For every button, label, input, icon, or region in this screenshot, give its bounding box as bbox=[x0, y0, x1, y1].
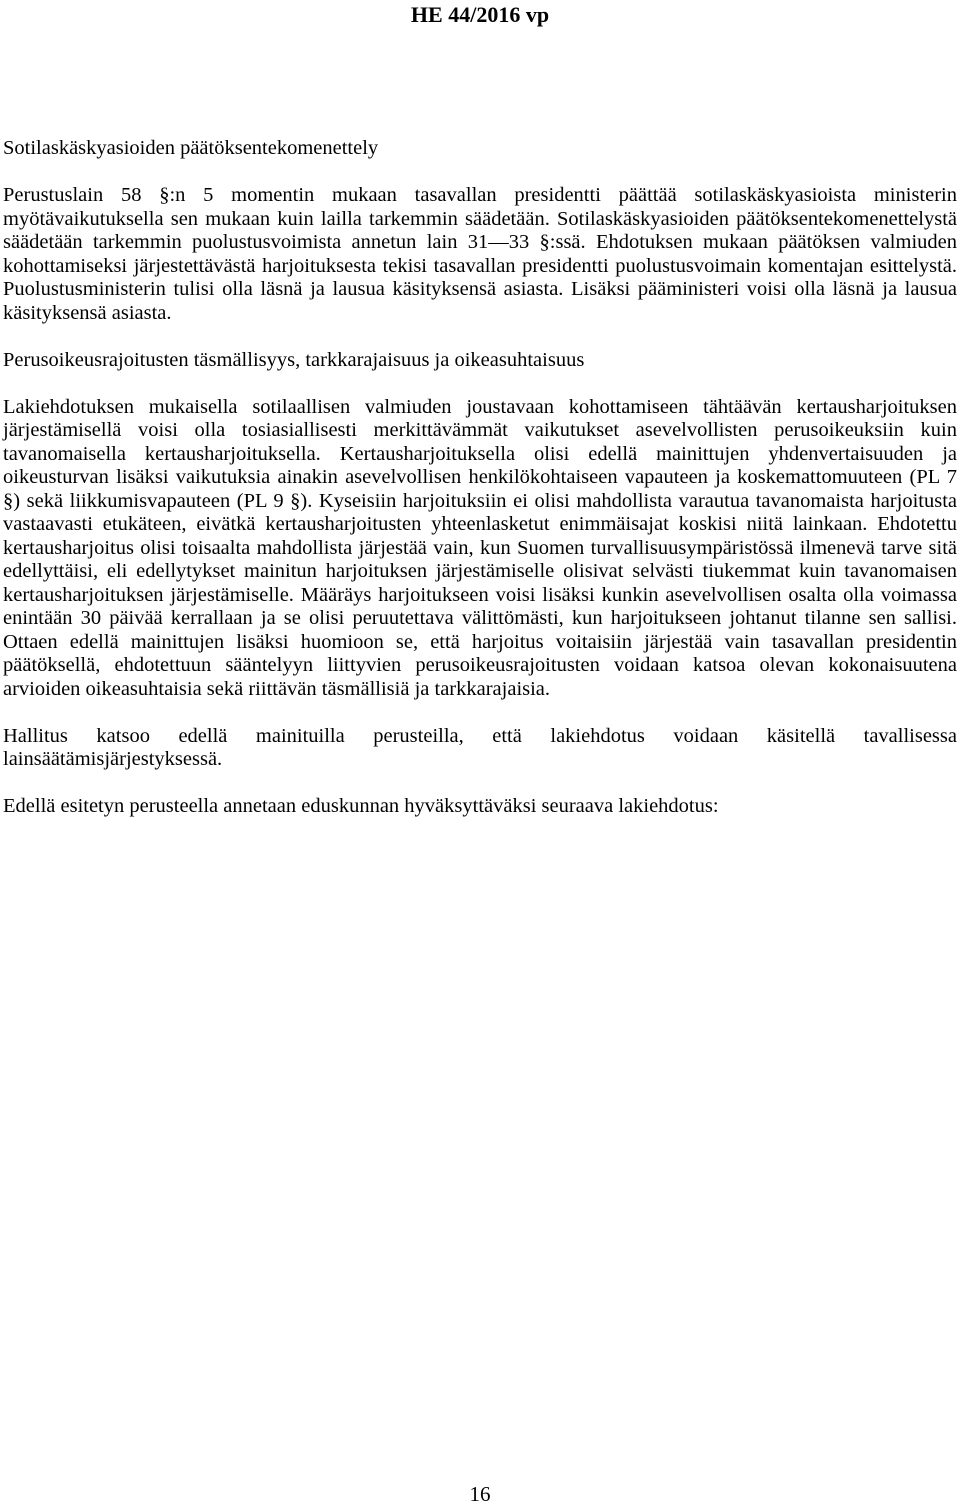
paragraph-government-view: Hallitus katsoo edellä mainituilla perusteilla, että lakiehdotus voidaan käsitellä tavallisessa lainsäätämisjärjestyksessä. bbox=[3, 724, 957, 770]
document-body bbox=[3, 137, 957, 842]
paragraph-decision-procedure: Perustuslain 58 §:n 5 momentin mukaan tasavallan presidentti päättää sotilaskäskyasioista ministerin myötävaikutuksella sen mukaan kuin lailla tarkemmin säädetään. Sotilaskäskyasioiden päätöksentekomenettelystä säädetään tarkemmin puolustusvoimista annetun lain 31—33 §:ssä. Ehdotuksen mukaan päätöksen valmiuden kohottamiseksi järjestettävästä harjoituksesta tekisi tasavallan presidentti puolustusvoimain komentajan esittelystä. Puolustusministerin tulisi olla läsnä ja lausua käsityksensä asiasta. Lisäksi pääministeri voisi olla läsnä ja lausua käsityksensä asiasta. bbox=[3, 184, 957, 324]
section-heading-military-orders: Sotilaskäskyasioiden päätöksentekomenettely bbox=[3, 137, 379, 159]
document-id-header: HE 44/2016 vp bbox=[410, 2, 550, 27]
section-heading-fundamental-rights: Perusoikeusrajoitusten täsmällisyys, tarkkarajaisuus ja oikeasuhtaisuus bbox=[3, 348, 585, 371]
paragraph-proportionality: Lakiehdotuksen mukaisella sotilaallisen valmiuden joustavaan kohottamiseen tähtäävän kertausharjoituksen järjestämisellä voisi olla tosiasiallisesti merkittävämmät vaikutukset asevelvollisten perusoikeuksiin kuin tavanomaisella kertausharjoituksella. Kertausharjoituksella olisi edellä mainittujen yhdenvertaisuuden ja oikeusturvan lisäksi vaikutuksia ainakin asevelvollisen henkilökohtaiseen vapauteen ja koskemattomuuteen (PL 7 §) sekä liikkumisvapauteen (PL 9 §). Kyseisiin harjoituksiin ei olisi mahdollista varautua tavanomaista harjoitusta vastaavasti etukäteen, eivätkä kertausharjoitusten yhteenlasketut enimmäisajat koskisi niitä lainkaan. Ehdotettu kertausharjoitus olisi toisaalta mahdollista järjestää vain, kun Suomen turvallisuusympäristössä ilmenevä tarve sitä edellyttäisi, eli edellytykset mainitun harjoituksen järjestämiselle olisivat selvästi tiukemmat kuin tavanomaisen kertausharjoituksen järjestämiselle. Määräys harjoitukseen voisi lisäksi kunkin asevelvollisen osalta olla voimassa enintään 30 päivää kerrallaan ja se olisi peruutettava välittömästi, kun harjoitukseen johtanut tilanne sen sallisi. Ottaen edellä mainittujen lisäksi huomioon se, että harjoitus voitaisiin järjestää vain tasavallan presidentin päätöksellä, ehdotettuun sääntelyyn liittyvien perusoikeusrajoitusten voidaan katsoa olevan kokonaisuutena arvioiden oikeasuhtaisia sekä riittävän täsmällisiä ja tarkkarajaisia. bbox=[3, 395, 957, 700]
paragraph-law-proposal-intro: Edellä esitetyn perusteella annetaan eduskunnan hyväksyttäväksi seuraava lakiehdotus: bbox=[3, 795, 719, 817]
page-number: 16 bbox=[469, 1482, 491, 1506]
